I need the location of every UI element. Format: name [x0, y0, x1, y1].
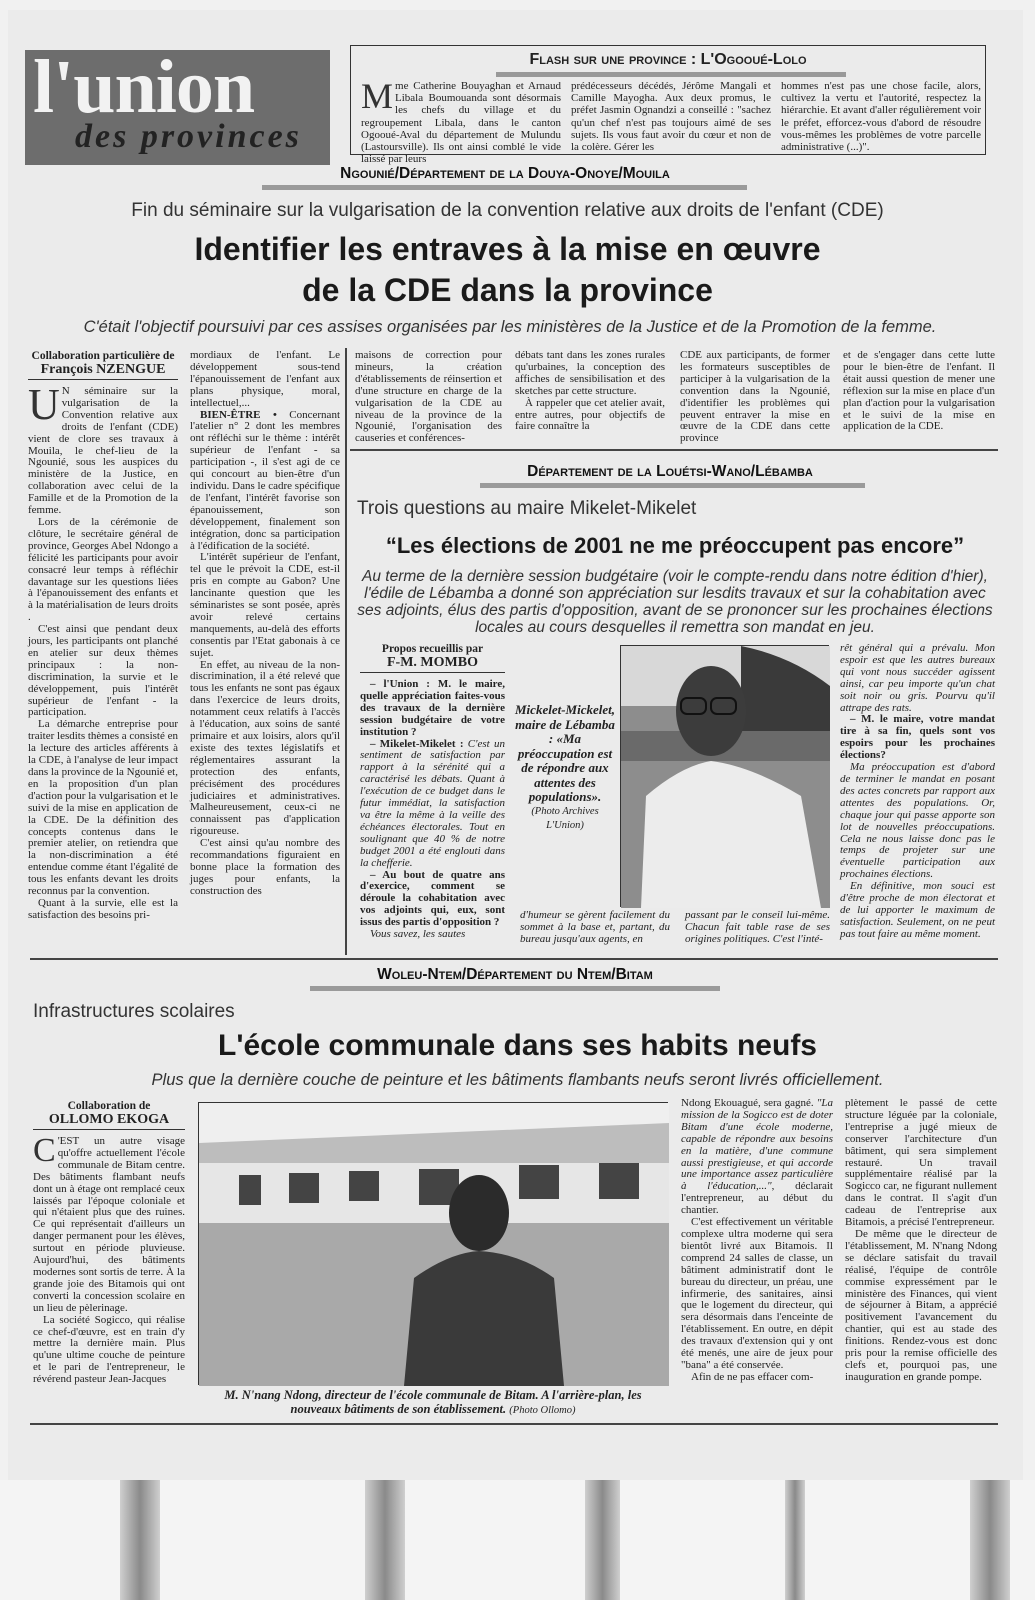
section-header: Département de la Louétsi-Wano/Lébamba	[527, 463, 813, 480]
divider	[350, 449, 998, 451]
article-headline: L'école communale dans ses habits neufs	[218, 1029, 817, 1062]
article-column	[190, 350, 340, 955]
portrait-image	[621, 646, 830, 908]
article-kicker: Trois questions au maire Mikelet-Mikelet	[357, 498, 697, 519]
article-headline: Identifier les entraves à la mise en œuvre	[194, 231, 821, 267]
section-header: Woleu-Ntem/Département du Ntem/Bitam	[377, 966, 653, 983]
paragraph: La démarche entreprise pour traiter lesdits thèmes a consisté en la lecture des articles afférents à la CDE, à l'analyse de leur impact dans la province de la Ngounié et, en la proposition d'un plan d'action pour la vulgarisation et le suivi de la mise en application de la CDE. De la définition des concepts contenus dans le premier atelier, on retiendra que la non-discrimination a été entendue comme étant l'égalité de tous les enfants devant les droits reconnus par la convention.	[28, 718, 178, 898]
interview-column	[840, 643, 995, 956]
article-column: et de s'engager dans cette lutte pour le bien-être de l'enfant. Il était aussi question de mener une réflexion sur la mise en place d'un plan d'action pour la vulgarisation et le suivi de la mise en application de la CDE.	[843, 349, 995, 433]
byline	[33, 1100, 185, 1130]
article-column	[33, 1100, 185, 1422]
paragraph: De même que le directeur de l'établissement, M. N'nang Ndong se déclare satisfait du travail réalisé, l'équipe de contrôle commise expressément par le ministère des Finances, qui vient de séjourner à Bitam, a apprécié positivement l'avancement du chantier, qui est au stade des finitions. Rendez-vous est donc pris pour la remise officielle des clefs et, pourquoi pas, une inauguration en grande pompe.	[845, 1227, 997, 1383]
section-underline	[310, 986, 720, 991]
photo-caption	[198, 1388, 668, 1418]
interview-answer: Ma préoccupation est d'abord de terminer le mandat en posant des actes concrets par rapport aux attentes des populations. Or, chaque jour qui passe apporte son lot de nouvelles préoccupations. Cela ne nous laisse donc pas le temps de projeter sur une éventuelle participation aux prochaines élections.	[840, 761, 995, 881]
photo-credit: (Photo Archives L'Union)	[531, 805, 599, 831]
paragraph: Quant à la survie, elle est la satisfaction des besoins pri-	[28, 896, 178, 921]
interview-answer: rêt général qui a prévalu. Mon espoir est que les autres bureaux qui vont nous succéder agissent ainsi, car peu importe qu'un chat soit noir ou gris. Pourvu qu'il attrape des rats.	[840, 642, 995, 714]
mayor-photo	[620, 645, 829, 907]
article-column: CDE aux participants, de former les formateurs susceptibles de participer à la vulgarisation de la convention dans la Ngounié, d'identifier les problèmes qui peuvent entraver la mise en œuvre de la CDE dans cette province	[680, 349, 830, 445]
article-kicker: Fin du séminaire sur la vulgarisation de la convention relative aux droits de l'enfant (CDE)	[131, 200, 884, 221]
paragraph: C'est ainsi que pendant deux jours, les participants ont planché en atelier sur deux thèmes principaux : la non-discrimination, la survie et le développement, puis l'intérêt supérieur de l'enfant - la participation.	[28, 623, 178, 719]
background-bar	[120, 1480, 160, 1600]
caption-text: Mickelet-Mickelet, maire de Lébamba : «Ma préoccupation est de répondre aux attentes des populations».	[515, 702, 615, 804]
section-underline	[262, 185, 747, 190]
interview-column: passant par le conseil lui-même. Chacun fait table rase de ses origines politiques. C'est l'inté-	[685, 909, 830, 945]
byline-label: Collaboration particulière de	[31, 350, 175, 362]
column-rule	[345, 348, 347, 955]
article-column	[28, 350, 178, 955]
paragraph: Concernant l'atelier n° 2 dont les membres ont réfléchi sur le thème : intérêt supérieur de l'enfant - sa participation -, il s'est agi de ce qui concourt au bien-être d'un individu. Dans le cadre spécifique de l'enfant, l'intérêt favorise son épanouissement, son développement, finalement son intégration, donc sa participation à l'édification de la société.	[190, 408, 340, 552]
article-column	[681, 1098, 833, 1420]
paragraph: plètement le passé de cette structure léguée par la coloniale, l'entreprise a jugé mieux de conserver l'architecture d'un bâtiment, qui sera simplement restauré. Un travail supplémentaire réalisé par la Sogicco car, ne figurant nullement dans le contrat. Il s'agit d'un cadeau de l'entreprise aux Bitamois, a précisé l'entrepreneur.	[845, 1097, 997, 1229]
masthead-subtitle: des provinces	[75, 118, 302, 155]
dropcap: M	[361, 76, 394, 116]
divider	[30, 1423, 998, 1425]
interview-answer: Vous savez, les sautes	[370, 928, 466, 941]
interview-column: d'humeur se gèrent facilement du sommet à la base et, partant, du bureau jusqu'aux agents, en	[520, 909, 670, 945]
paragraph: C'est ainsi qu'au nombre des recommandations figuraient en bonne place la formation des juges pour enfants, la construction des	[190, 837, 340, 897]
article-column	[845, 1098, 997, 1420]
article-headline: de la CDE dans la province	[302, 272, 713, 308]
masthead-logo	[25, 45, 330, 165]
article-headline: “Les élections de 2001 ne me préoccupent pas encore”	[385, 533, 965, 558]
paragraph: L'intérêt supérieur de l'enfant, tel que le prévoit la CDE, est-il pris en compte au Gabon? Une lancinante question que les séminaristes se sont posée, après avoir relevé certains manquements, au-delà des efforts consentis par l'Etat gabonais à ce sujet.	[190, 551, 340, 659]
paragraph: En effet, au niveau de la non-discrimination, il a été relevé que tous les enfants ne sont pas égaux dans l'exercice de leurs droits, notamment ceux relatifs à l'accès à l'éducation, aux soins de santé primaire et aux loisirs, alors qu'il existe des textes législatifs et réglementaires assurant la protection des enfants, précisément des procédures judiciaires et administratives. Malheureusement, ceux-ci ne connaissent pas d'application rigoureuse.	[190, 658, 340, 838]
article-deck: Plus que la dernière couche de peinture et les bâtiments flambants neufs seront livrés officiellement.	[151, 1071, 884, 1089]
speaker: – Mikelet-Mikelet :	[370, 737, 464, 750]
quote: "La mission de la Sogicco est de doter Bitam d'une école moderne, capable de répondre aux besoins en la matière, d'une commune aussi prestigieuse, et qui accorde une importance assez particulière à l'éducation,..."	[681, 1097, 834, 1193]
article-column: maisons de correction pour mineurs, la création d'établissements de réinsertion et d'une structure en charge de la vulgarisation de la CDE au niveau de la province de la Ngounié, l'organisation des causeries et conférences-	[355, 349, 502, 445]
paragraph: C'est effectivement un véritable complexe ultra moderne qui sera bientôt livré aux Bitamois. Il comprend 24 salles de classe, un bâtiment administratif dont le bureau du directeur, un préau, une infirmerie, des sanitaires, ainsi que le logement du directeur, qui sera désormais dans l'enceinte de l'établissement. En outre, en dépit des travaux d'extension qui y ont été menés, une aire de jeux pour "bana" a été conservée.	[681, 1216, 833, 1371]
byline-label: Propos recueillis par	[381, 643, 484, 655]
article-deck: Au terme de la dernière session budgétaire (voir le compte-rendu dans notre édition d'hier), l'édile de Lébamba a donné son appréciation sur lesdits travaux et sur la cohabitation avec ses adjoints, élus des partis d'opposition, avant de se prononcer sur les prochaines élections locales au cours desquelles il remettra son mandat en jeu.	[357, 568, 993, 636]
article-kicker: Infrastructures scolaires	[33, 1001, 235, 1022]
school-image	[199, 1103, 669, 1386]
byline	[360, 643, 505, 673]
interview-question: – Au bout de quatre ans d'exercice, comment se déroule la cohabitation avec vos adjoints qui, eux, sont issus des partis d'opposition ?	[360, 868, 505, 929]
paragraph: À rappeler que cet atelier avait, entre autres, pour objectifs de faire connaître la	[515, 396, 665, 433]
flash-column: prédécesseurs décédés, Jérôme Mangali et Camille Mayogha. Aux deux promus, le préfet Jasmin Ognandzi a conseillé : "sachez qu'un chef n'est pas toujours aimé de ses sujets. Ils vous faut avoir du cœur et non de la colère. Gérer les	[571, 80, 771, 154]
caption-text: M. N'nang Ndong, directeur de l'école communale de Bitam. A l'arrière-plan, les nouveaux bâtiments de son établissement.	[224, 1388, 642, 1416]
paragraph: Ndong Ekouagué, sera gagné.	[681, 1097, 814, 1109]
paragraph: N séminaire sur la vulgarisation de la Convention relative aux droits de l'enfant (CDE) vient de clore ses travaux à Mouila, le chef-lieu de la Ngounié, sous les auspices du ministère de la Justice, en collaboration avec celui de la Famille et de la Promotion de la femme.	[28, 385, 178, 517]
background-bar	[585, 1480, 620, 1600]
photo-credit: (Photo Ollomo)	[509, 1405, 576, 1416]
flash-title: Flash sur une province : L'Ogooué-Lolo	[529, 51, 807, 68]
dropcap: U	[28, 380, 60, 429]
section-header: Ngounié/Département de la Douya-Onoye/Mouila	[340, 165, 670, 182]
paragraph: La société Sogicco, qui réalise ce chef-d'œuvre, est en train d'y mettre la dernière main. Plus qu'une ultime couche de peinture et le pari de l'entrepreneur, le révérend pasteur Jean-Jacques	[33, 1313, 185, 1386]
background-bar	[365, 1480, 405, 1600]
interview-question: – l'Union : M. le maire, quelle appréciation faites-vous des travaux de la dernière session budgétaire de votre institution ?	[360, 678, 505, 738]
section-underline	[480, 483, 865, 488]
flash-text: me Catherine Bouyaghan et Arnaud Libala Boumouanda sont désormais les chefs du village et du regroupement Libala, dans le canton Ogooué-Aval du département de Mulundu (Lastoursville). Ils ont ainsi comblé le vide laissé par leurs	[361, 80, 561, 166]
interview-answer: C'est un sentiment de satisfaction par rapport à la sérénité qui a caractérisé les débats. Quant à l'exécution de ce budget dans le futur immédiat, la satisfaction va être la même à la veille des échéances électorales. Tout en soulignant que 40 % de notre budget 2001 a été englouti dans la chefferie.	[360, 737, 505, 869]
flash-column: hommes n'est pas une chose facile, alors, cultivez la vertu et l'autorité, respectez la hiérarchie. Et avant d'aller régulièrement voir le préfet, efforcez-vous d'abord de résoudre vous-mêmes les problèmes de votre parcelle administrative (...)".	[781, 80, 981, 154]
interview-column	[360, 643, 505, 956]
byline-name: F-M. MOMBO	[387, 655, 478, 670]
paragraph: Afin de ne pas effacer com-	[691, 1370, 814, 1383]
article-deck: C'était l'objectif poursuivi par ces assises organisées par les ministères de la Justice et de la Promotion de la femme.	[83, 318, 937, 336]
paragraph: 'EST un autre visage qu'offre actuellement l'école communale de Bitam centre. Des bâtiments flambant neufs dont un à étage ont remplacé ceux laissés par l'époque coloniale et qui n'étaient plus que des ruines. Ce qui représentait d'ailleurs un danger permanent pour les élèves, surtout en période pluvieuse. Aujourd'hui, des bâtiments modernes sont sortis de terre. À la grande joie des Bitamois qui ont converti la concession scolaire en un lieu de pèlerinage.	[33, 1135, 185, 1314]
dropcap: C	[33, 1132, 56, 1169]
paragraph: , déclarait l'entrepreneur, au début du chantier.	[681, 1180, 833, 1217]
byline-name: François NZENGUE	[40, 362, 166, 377]
flash-box	[350, 45, 986, 166]
paragraph: débats tant dans les zones rurales qu'urbaines, la conception des affiches de sensibilisation et des sketches par cette structure.	[515, 349, 665, 397]
byline	[28, 350, 178, 380]
paragraph: mordiaux de l'enfant. Le développement sous-tend l'épanouissement de l'enfant aux plans physique, moral, intellectuel,...	[190, 349, 340, 409]
flash-title-underline	[496, 72, 846, 77]
school-photo	[198, 1102, 668, 1385]
article-column	[515, 350, 665, 447]
background-bar	[970, 1480, 1010, 1600]
background-bar	[785, 1480, 805, 1600]
byline-name: OLLOMO EKOGA	[48, 1112, 170, 1127]
paragraph: Lors de la cérémonie de clôture, le secrétaire général de province, Georges Abel Ndongo a félicité les participants pour avoir consacré leur temps à réfléchir davantage sur les questions liées à l'épanouissement des enfants et à la matérialisation de leurs droits .	[28, 515, 178, 624]
masthead-title: l'union	[33, 45, 255, 129]
byline-label: Collaboration de	[67, 1100, 151, 1112]
interview-question: – M. le maire, votre mandat tire à sa fin, quels sont vos espoirs pour les prochaines élections?	[840, 713, 995, 762]
flash-column	[361, 76, 561, 166]
interview-answer: En définitive, mon souci est d'être proche de mon électorat et de lui apporter le maximum de satisfaction. Seulement, on ne peut pas tout faire au même moment.	[840, 880, 995, 940]
subhead: BIEN-ÊTRE •	[200, 408, 277, 421]
divider	[30, 958, 998, 960]
photo-caption	[512, 703, 618, 834]
